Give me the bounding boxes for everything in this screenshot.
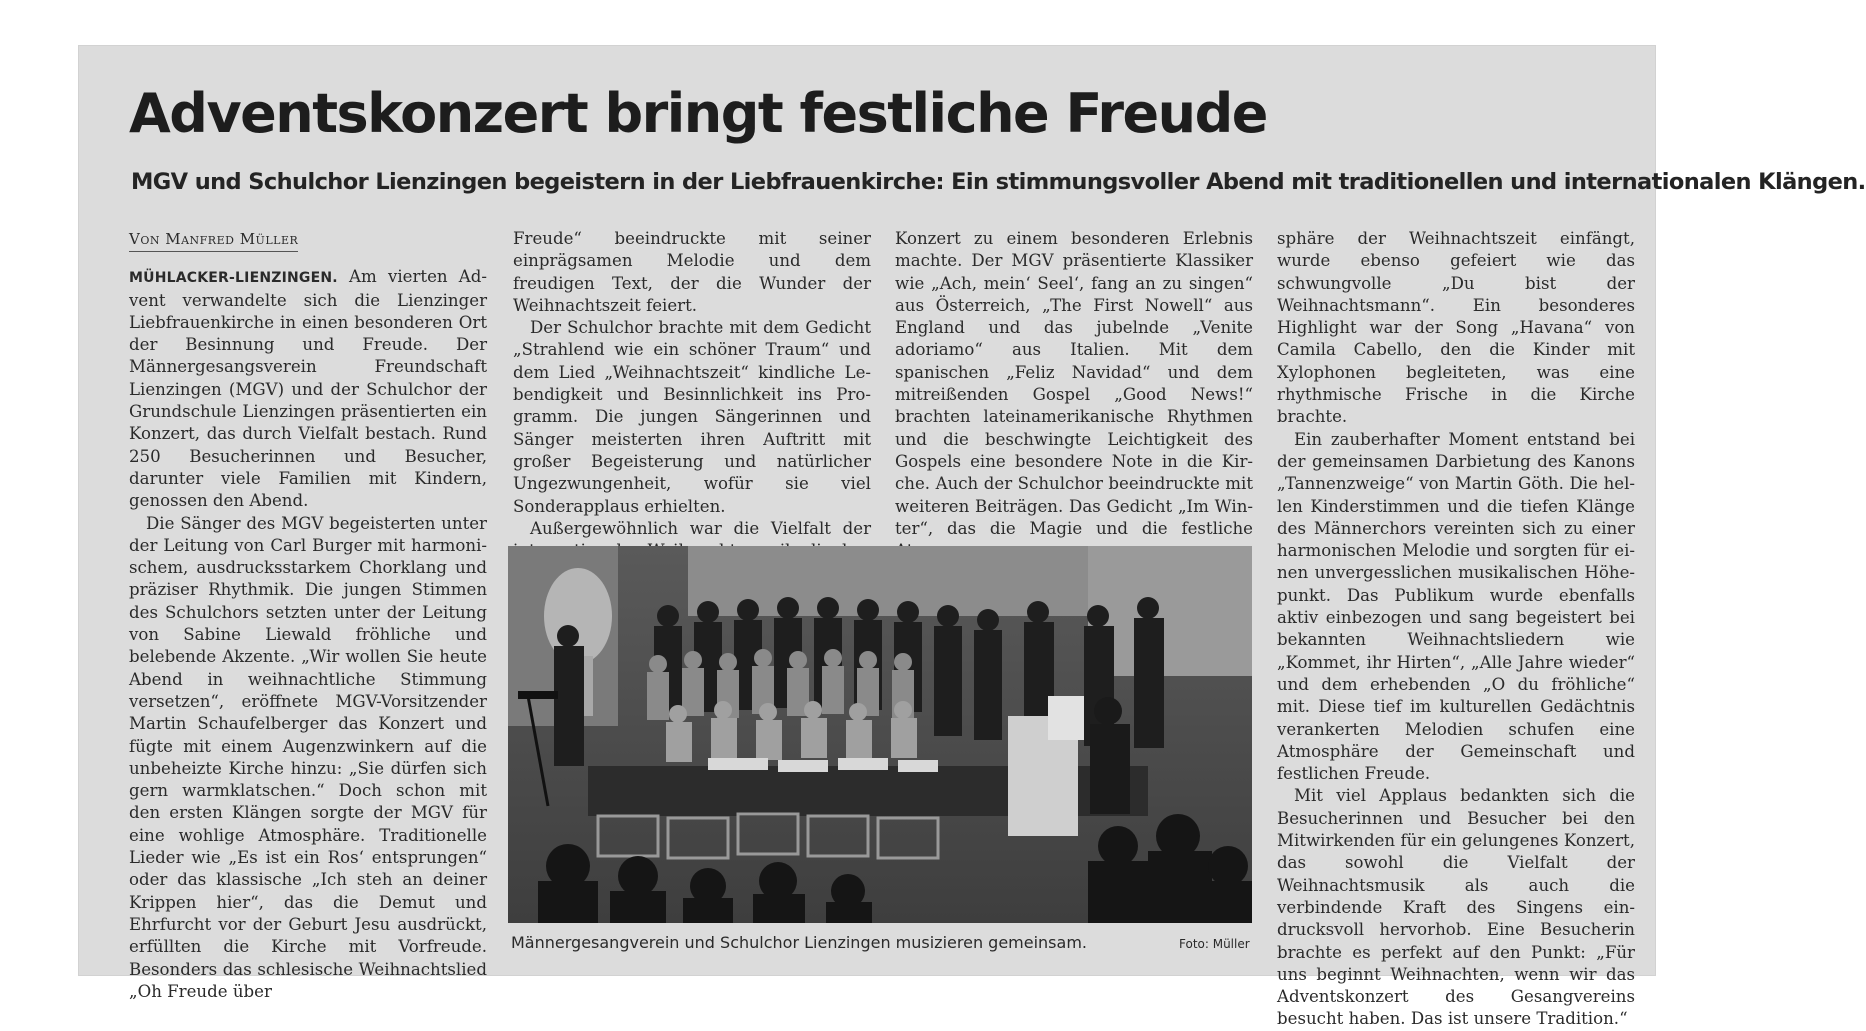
article-column-2: [513, 228, 871, 562]
article-paragraph: Ein zauberhafter Moment entstand bei der gemeinsamen Darbietung des Kanons „Tannenzweige“ von Martin Göth. Die hellen Kinderstimmen und die tiefen Klänge des Männerchors vereinten sich zu einer harmonischen Melodie und sorgten für einen unvergesslichen musikalischen Höhepunkt. Das Publikum wurde ebenfalls aktiv einbezogen und sang begeistert bei bekannten Weihnachtsliedern wie „Kommet, ihr Hirten“, „Alle Jahre wieder“ und dem erhebenden „O du fröhliche“ mit. Diese tief im kulturellen Gedächtnis verankerten Melodien schufen eine Atmosphäre der Gemeinschaft und festlichen Freude.: [1277, 429, 1635, 784]
photo-caption: Männergesangverein und Schulchor Lienzingen musizieren gemeinsam.: [511, 933, 1087, 952]
article-paragraph: Der Schulchor brachte mit dem Gedicht „Strahlend wie ein schöner Traum“ und dem Lied „Weihnachtszeit“ kindliche Lebendigkeit und Besinnlichkeit ins Programm. Die jungen Sängerinnen und Sänger meisterten ihren Auftritt mit großer Begeisterung und natürlicher Ungezwungenheit, wofür sie viel Sonderapplaus erhielten.: [513, 318, 871, 516]
newspaper-clipping: [79, 46, 1866, 1029]
article-paragraph: Außergewöhnlich war die Vielfalt der: [530, 518, 871, 538]
article-paragraph-text: Am vierten Advent verwandelte sich die Lienzinger Liebfrauenkirche in einen besonderen Ort der Besinnung und Freude. Der Männergesangsverein Freundschaft Lienzingen (MGV) und der Schulchor der Grundschule Lienzingen präsentierten ein Konzert, das durch Vielfalt bestach. Rund 250 Besucherinnen und Besucher, darunter viele Familien mit Kindern, genossen den Abend.: [129, 267, 488, 511]
article-subheadline: MGV und Schulchor Lienzingen begeistern in der Liebfrauenkirche: Ein stimmungsvoller Abend mit traditionellen und internationalen Klängen.: [131, 169, 1866, 195]
article-paragraph: [129, 266, 487, 512]
article-byline: Von Manfred Müller: [129, 228, 298, 252]
photo-credit: Foto: Müller: [1179, 937, 1250, 951]
article-headline: Adventskonzert bringt festliche Freude: [129, 82, 1267, 145]
article-dateline: MÜHLACKER-LIENZINGEN.: [129, 270, 338, 287]
article-column-1: [129, 228, 487, 1003]
article-paragraph: Konzert zu einem besonderen Erlebnis machte. Der MGV präsentierte Klassiker wie „Ach, mein‘ Seel‘, fang an zu singen“ aus Österreich, „The First Nowell“ aus England und das jubelnde „Venite adoriamo“ aus Italien. Mit dem spanischen „Feliz Navidad“ und dem mitreißenden Gospel „Good News!“ brachten lateinamerikanische Rhythmen und die beschwingte Leichtigkeit des Gospels eine besondere Note in die Kirche. Auch der Schulchor beeindruckte mit weiteren Beiträgen. Das Gedicht „Im Winter“, das die Magie und die festliche: [895, 229, 1253, 538]
article-paragraph: Freude“ beeindruckte mit seiner einprägsamen Melodie und dem freudigen Text, der die Wunder der Weihnachtszeit feiert.: [513, 229, 871, 315]
concert-photo: [508, 546, 1252, 923]
article-column-3: [895, 228, 1253, 562]
article-paragraph: sphäre der Weihnachtszeit einfängt, wurde ebenso gefeiert wie das schwungvolle „Du bist der Weihnachtsmann“. Ein besonderes Highlight war der Song „Havana“ von Camila Cabello, den die Kinder mit Xylophonen begleiteten, was eine rhythmische Frische in die Kirche brachte.: [1277, 229, 1635, 427]
article-paragraph: Mit viel Applaus bedankten sich die Besucherinnen und Besucher bei den Mitwirkenden für ein gelungenes Konzert, das sowohl die Vielfalt der Weihnachtsmusik als auch die verbindende Kraft des Singens eindrucksvoll hervorhob. Eine Besucherin brachte es perfekt auf den Punkt: „Für uns beginnt Weihnachten, wenn wir das Adventskonzert des Gesangvereins besucht haben. Das ist unsere Tradition.“: [1277, 786, 1635, 1029]
article-column-4: [1277, 228, 1635, 1031]
article-paragraph: Die Sänger des MGV begeisterten unter der Leitung von Carl Burger mit harmonischem, ausdrucksstarkem Chorklang und präziser Rhythmik. Die jungen Stimmen des Schulchors setzten unter der Leitung von Sabine Liewald fröhliche und belebende Akzente. „Wir wollen Sie heute Abend in weihnachtliche Stimmung versetzen“, eröffnete MGV-Vorsitzender Martin Schaufelberger das Konzert und fügte mit einem Augenzwinkern auf die unbeheizte Kirche hinzu: „Sie dürfen sich gern warmklatschen.“ Doch schon mit den ersten Klängen sorgte der MGV für eine wohlige Atmosphäre. Traditionelle Lieder wie „Es ist ein Ros‘ entsprungen“ oder das klassische „Ich steh an deiner Krippen hier“, das die Demut und Ehrfurcht vor der Geburt Jesu ausdrückt, erfüllten die Kirche mit Vorfreude. Besonders das schlesische Weihnachtslied „Oh Freude über: [129, 513, 487, 1001]
concert-photo-illustration: [508, 546, 1252, 923]
